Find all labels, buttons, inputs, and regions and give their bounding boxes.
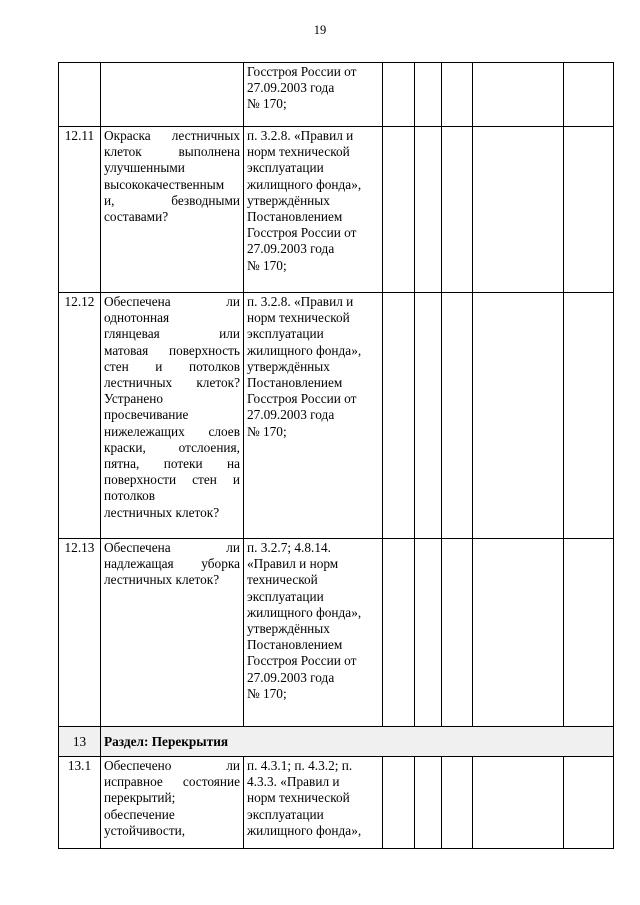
reference-line: 27.09.2003 года xyxy=(247,241,335,257)
answer-cell xyxy=(442,293,473,539)
answer-cell xyxy=(415,127,442,293)
question-line: Устранено xyxy=(104,391,164,407)
question-cell xyxy=(101,757,244,849)
question-line: стен и потолков xyxy=(104,358,240,374)
answer-cell xyxy=(564,539,614,727)
answer-cell xyxy=(415,63,442,127)
answer-cell xyxy=(415,539,442,727)
table-row xyxy=(59,63,614,127)
reference-line: эксплуатации xyxy=(247,806,324,822)
answer-cell xyxy=(564,63,614,127)
question-line: поверхности стен и xyxy=(104,472,240,488)
answer-cell xyxy=(564,757,614,849)
question-line: лестничных клеток? xyxy=(104,572,220,588)
section-number: 13 xyxy=(59,727,101,757)
reference-line: № 170; xyxy=(247,423,287,439)
reference-line: Госстроя России от xyxy=(247,391,357,407)
reference-line: норм технической xyxy=(247,790,350,806)
answer-cell xyxy=(442,127,473,293)
reference-line: 27.09.2003 года xyxy=(247,407,335,423)
section-row xyxy=(59,727,614,757)
reference-line: утверждённых xyxy=(247,358,330,374)
reference-line: технической xyxy=(247,572,318,588)
reference-line: п. 3.2.8. «Правил и xyxy=(247,294,354,309)
answer-cell xyxy=(383,293,415,539)
reference-line: Постановлением xyxy=(247,637,343,653)
question-line: лестничных клеток? xyxy=(104,504,220,520)
table-row xyxy=(59,127,614,293)
reference-cell xyxy=(244,539,383,727)
reference-line: п. 3.2.7; 4.8.14. xyxy=(247,540,331,555)
item-number xyxy=(59,63,101,127)
question-line: и, безводными xyxy=(104,192,240,208)
reference-line: Госстроя России от xyxy=(247,64,357,79)
question-line: Обеспечена ли xyxy=(104,294,240,309)
reference-line: норм технической xyxy=(247,310,350,326)
question-line: нижележащих слоев xyxy=(104,423,240,439)
reference-line: 4.3.3. «Правил и xyxy=(247,774,340,790)
answer-cell xyxy=(415,293,442,539)
answer-cell xyxy=(473,293,564,539)
reference-line: «Правил и норм xyxy=(247,556,339,572)
question-cell xyxy=(101,539,244,727)
question-line: улучшенными xyxy=(104,160,185,176)
item-number: 12.13 xyxy=(59,539,101,727)
question-line: надлежащая уборка xyxy=(104,556,240,572)
answer-cell xyxy=(473,539,564,727)
question-cell xyxy=(101,127,244,293)
question-line: глянцевая или xyxy=(104,326,240,342)
answer-cell xyxy=(564,127,614,293)
reference-line: утверждённых xyxy=(247,621,330,637)
answer-cell xyxy=(473,63,564,127)
question-cell xyxy=(101,63,244,127)
checklist-table xyxy=(58,62,614,849)
question-line: исправное состояние xyxy=(104,774,240,790)
answer-cell xyxy=(473,127,564,293)
table-row xyxy=(59,293,614,539)
table-row xyxy=(59,539,614,727)
question-line: составами? xyxy=(104,209,169,225)
answer-cell xyxy=(442,539,473,727)
answer-cell xyxy=(415,757,442,849)
table-row xyxy=(59,757,614,849)
reference-line: жилищного фонда», xyxy=(247,822,362,838)
reference-line: эксплуатации xyxy=(247,160,324,176)
answer-cell xyxy=(442,757,473,849)
question-line: просвечивание xyxy=(104,407,189,423)
question-line: Обеспечено ли xyxy=(104,758,240,773)
reference-cell xyxy=(244,757,383,849)
reference-line: Постановлением xyxy=(247,375,343,391)
item-number: 12.11 xyxy=(59,127,101,293)
question-line: Окраска лестничных xyxy=(104,128,240,143)
reference-line: № 170; xyxy=(247,257,287,273)
reference-line: жилищного фонда», xyxy=(247,342,362,358)
question-line: матовая поверхность xyxy=(104,342,240,358)
reference-line: Госстроя России от xyxy=(247,225,357,241)
page-number: 19 xyxy=(313,23,327,37)
question-line: высококачественным xyxy=(104,176,225,192)
answer-cell xyxy=(442,63,473,127)
answer-cell xyxy=(383,127,415,293)
question-cell xyxy=(101,293,244,539)
item-number: 12.12 xyxy=(59,293,101,539)
question-line: лестничных клеток? xyxy=(104,375,240,391)
question-line: перекрытий; xyxy=(104,790,176,806)
reference-cell xyxy=(244,127,383,293)
item-number: 13.1 xyxy=(59,757,101,849)
reference-line: жилищного фонда», xyxy=(247,604,362,620)
reference-line: Госстроя России от xyxy=(247,653,357,669)
reference-line: эксплуатации xyxy=(247,588,324,604)
answer-cell xyxy=(383,757,415,849)
question-line: устойчивости, xyxy=(104,822,186,838)
reference-line: № 170; xyxy=(247,685,287,701)
answer-cell xyxy=(564,293,614,539)
question-line: клеток выполнена xyxy=(104,144,240,160)
question-line: однотонная xyxy=(104,310,170,326)
question-line: потолков xyxy=(104,488,156,504)
reference-line: 27.09.2003 года xyxy=(247,80,335,96)
section-title: Раздел: Перекрытия xyxy=(101,727,614,757)
question-line: краски, отслоения, xyxy=(104,439,240,455)
answer-cell xyxy=(383,539,415,727)
reference-line: Постановлением xyxy=(247,209,343,225)
answer-cell xyxy=(383,63,415,127)
reference-cell xyxy=(244,63,383,127)
reference-line: норм технической xyxy=(247,144,350,160)
reference-line: п. 4.3.1; п. 4.3.2; п. xyxy=(247,758,353,773)
answer-cell xyxy=(473,757,564,849)
question-line: Обеспечена ли xyxy=(104,540,240,555)
reference-line: утверждённых xyxy=(247,192,330,208)
reference-line: эксплуатации xyxy=(247,326,324,342)
reference-line: № 170; xyxy=(247,96,287,112)
reference-line: п. 3.2.8. «Правил и xyxy=(247,128,354,143)
question-line: пятна, потеки на xyxy=(104,456,240,472)
reference-line: 27.09.2003 года xyxy=(247,669,335,685)
reference-cell xyxy=(244,293,383,539)
reference-line: жилищного фонда», xyxy=(247,176,362,192)
question-line: обеспечение xyxy=(104,806,175,822)
